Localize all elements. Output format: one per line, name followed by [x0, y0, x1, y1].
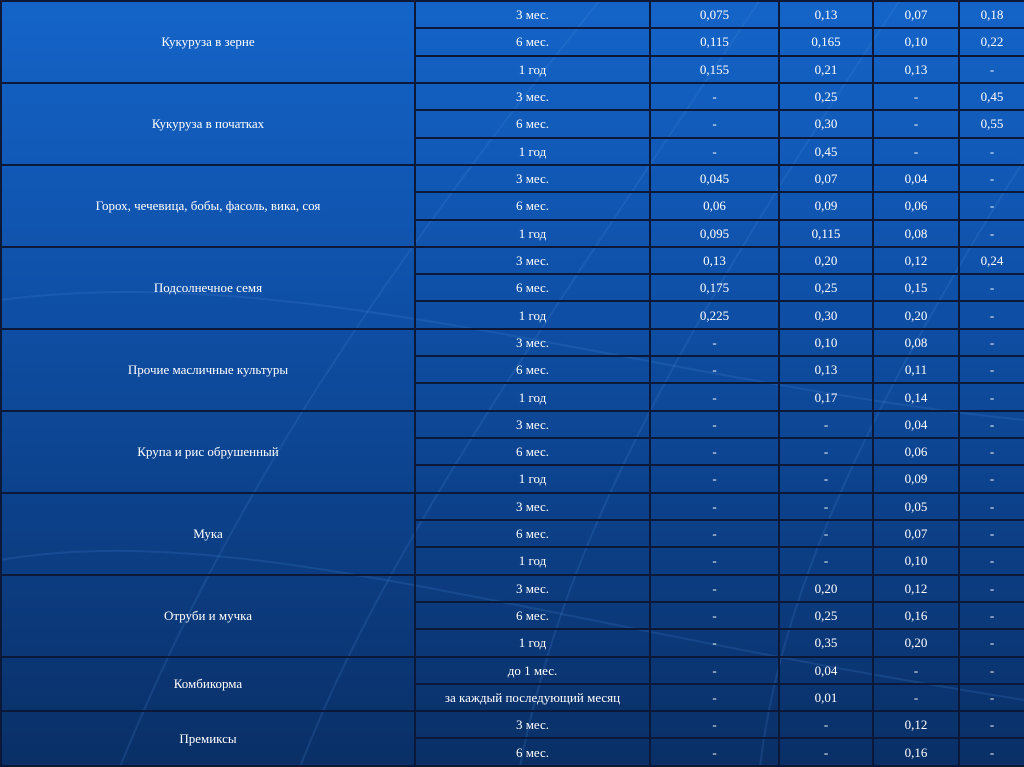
- loss-value-cell: -: [959, 329, 1024, 356]
- storage-period-cell: за каждый последующий месяц: [415, 684, 650, 711]
- loss-value-cell: -: [959, 629, 1024, 656]
- loss-value-cell: 0,01: [779, 684, 873, 711]
- loss-value-cell: 0,045: [650, 165, 779, 192]
- loss-value-cell: -: [959, 356, 1024, 383]
- loss-value-cell: -: [959, 465, 1024, 492]
- product-name-cell: Горох, чечевица, бобы, фасоль, вика, соя: [1, 165, 415, 247]
- loss-value-cell: -: [779, 493, 873, 520]
- loss-value-cell: -: [959, 547, 1024, 574]
- loss-value-cell: -: [650, 629, 779, 656]
- loss-value-cell: 0,115: [650, 28, 779, 55]
- loss-value-cell: 0,13: [779, 1, 873, 28]
- loss-value-cell: 0,04: [873, 411, 959, 438]
- storage-period-cell: 3 мес.: [415, 247, 650, 274]
- loss-value-cell: 0,18: [959, 1, 1024, 28]
- storage-period-cell: 3 мес.: [415, 329, 650, 356]
- loss-value-cell: 0,04: [779, 657, 873, 684]
- loss-value-cell: -: [650, 711, 779, 738]
- loss-value-cell: -: [873, 684, 959, 711]
- loss-value-cell: 0,13: [873, 56, 959, 83]
- storage-period-cell: 1 год: [415, 301, 650, 328]
- loss-value-cell: 0,12: [873, 711, 959, 738]
- storage-period-cell: 1 год: [415, 56, 650, 83]
- storage-period-cell: 6 мес.: [415, 274, 650, 301]
- loss-value-cell: -: [650, 520, 779, 547]
- loss-value-cell: 0,075: [650, 1, 779, 28]
- storage-period-cell: 1 год: [415, 547, 650, 574]
- loss-value-cell: -: [959, 575, 1024, 602]
- loss-value-cell: -: [779, 520, 873, 547]
- loss-value-cell: 0,13: [650, 247, 779, 274]
- storage-period-cell: 3 мес.: [415, 83, 650, 110]
- loss-value-cell: 0,175: [650, 274, 779, 301]
- loss-value-cell: -: [873, 138, 959, 165]
- loss-value-cell: -: [650, 383, 779, 410]
- loss-value-cell: 0,16: [873, 602, 959, 629]
- storage-period-cell: до 1 мес.: [415, 657, 650, 684]
- table-row: [1, 711, 1024, 738]
- storage-period-cell: 1 год: [415, 138, 650, 165]
- loss-value-cell: -: [959, 738, 1024, 766]
- loss-value-cell: -: [959, 684, 1024, 711]
- storage-period-cell: 3 мес.: [415, 165, 650, 192]
- table-row: [1, 657, 1024, 684]
- table-row: [1, 247, 1024, 274]
- loss-value-cell: 0,30: [779, 110, 873, 137]
- loss-value-cell: -: [959, 657, 1024, 684]
- loss-value-cell: -: [959, 520, 1024, 547]
- loss-value-cell: 0,16: [873, 738, 959, 766]
- loss-value-cell: 0,15: [873, 274, 959, 301]
- loss-value-cell: 0,06: [873, 438, 959, 465]
- loss-value-cell: -: [650, 138, 779, 165]
- loss-value-cell: 0,08: [873, 329, 959, 356]
- loss-value-cell: 0,07: [873, 520, 959, 547]
- loss-value-cell: 0,17: [779, 383, 873, 410]
- loss-value-cell: 0,21: [779, 56, 873, 83]
- storage-period-cell: 3 мес.: [415, 493, 650, 520]
- loss-value-cell: 0,20: [779, 575, 873, 602]
- loss-value-cell: -: [779, 738, 873, 766]
- loss-value-cell: 0,20: [873, 301, 959, 328]
- table-row: [1, 83, 1024, 110]
- table-row: [1, 329, 1024, 356]
- loss-value-cell: -: [873, 83, 959, 110]
- storage-period-cell: 1 год: [415, 629, 650, 656]
- loss-value-cell: 0,14: [873, 383, 959, 410]
- storage-period-cell: 3 мес.: [415, 711, 650, 738]
- loss-value-cell: 0,165: [779, 28, 873, 55]
- loss-value-cell: 0,05: [873, 493, 959, 520]
- loss-value-cell: 0,225: [650, 301, 779, 328]
- storage-period-cell: 6 мес.: [415, 110, 650, 137]
- loss-value-cell: -: [959, 138, 1024, 165]
- product-name-cell: Мука: [1, 493, 415, 575]
- loss-value-cell: -: [650, 547, 779, 574]
- loss-value-cell: -: [779, 465, 873, 492]
- product-name-cell: Крупа и рис обрушенный: [1, 411, 415, 493]
- loss-value-cell: 0,07: [873, 1, 959, 28]
- loss-value-cell: -: [959, 165, 1024, 192]
- storage-period-cell: 3 мес.: [415, 411, 650, 438]
- loss-value-cell: 0,22: [959, 28, 1024, 55]
- loss-value-cell: 0,06: [873, 192, 959, 219]
- loss-value-cell: -: [650, 83, 779, 110]
- loss-value-cell: 0,20: [779, 247, 873, 274]
- loss-value-cell: -: [959, 56, 1024, 83]
- table-row: [1, 493, 1024, 520]
- loss-value-cell: -: [650, 356, 779, 383]
- storage-period-cell: 6 мес.: [415, 520, 650, 547]
- loss-value-cell: 0,45: [959, 83, 1024, 110]
- loss-value-cell: -: [650, 411, 779, 438]
- loss-value-cell: -: [650, 110, 779, 137]
- loss-value-cell: 0,08: [873, 220, 959, 247]
- loss-value-cell: -: [650, 493, 779, 520]
- loss-value-cell: -: [650, 329, 779, 356]
- loss-value-cell: 0,07: [779, 165, 873, 192]
- loss-value-cell: 0,10: [873, 28, 959, 55]
- loss-value-cell: -: [873, 110, 959, 137]
- product-name-cell: Премиксы: [1, 711, 415, 766]
- loss-value-cell: -: [873, 657, 959, 684]
- storage-period-cell: 1 год: [415, 465, 650, 492]
- loss-value-cell: -: [650, 465, 779, 492]
- loss-value-cell: -: [779, 438, 873, 465]
- storage-period-cell: 3 мес.: [415, 1, 650, 28]
- loss-value-cell: 0,25: [779, 274, 873, 301]
- loss-value-cell: 0,45: [779, 138, 873, 165]
- loss-value-cell: -: [959, 411, 1024, 438]
- loss-value-cell: 0,09: [873, 465, 959, 492]
- loss-value-cell: 0,12: [873, 575, 959, 602]
- loss-value-cell: -: [959, 602, 1024, 629]
- loss-value-cell: 0,11: [873, 356, 959, 383]
- loss-value-cell: 0,06: [650, 192, 779, 219]
- loss-value-cell: 0,13: [779, 356, 873, 383]
- storage-period-cell: 6 мес.: [415, 192, 650, 219]
- storage-period-cell: 1 год: [415, 220, 650, 247]
- loss-value-cell: 0,10: [779, 329, 873, 356]
- storage-period-cell: 6 мес.: [415, 602, 650, 629]
- loss-value-cell: -: [959, 192, 1024, 219]
- product-name-cell: Кукуруза в зерне: [1, 1, 415, 83]
- loss-value-cell: 0,095: [650, 220, 779, 247]
- loss-value-cell: 0,115: [779, 220, 873, 247]
- product-name-cell: Прочие масличные культуры: [1, 329, 415, 411]
- table-row: [1, 165, 1024, 192]
- loss-value-cell: -: [959, 711, 1024, 738]
- loss-value-cell: -: [650, 657, 779, 684]
- loss-value-cell: -: [650, 684, 779, 711]
- loss-value-cell: -: [959, 301, 1024, 328]
- loss-value-cell: 0,25: [779, 83, 873, 110]
- loss-value-cell: -: [959, 274, 1024, 301]
- loss-value-cell: 0,04: [873, 165, 959, 192]
- storage-period-cell: 3 мес.: [415, 575, 650, 602]
- loss-value-cell: -: [959, 220, 1024, 247]
- loss-value-cell: -: [650, 738, 779, 766]
- loss-value-cell: 0,12: [873, 247, 959, 274]
- storage-period-cell: 6 мес.: [415, 356, 650, 383]
- loss-value-cell: -: [650, 575, 779, 602]
- storage-period-cell: 6 мес.: [415, 738, 650, 766]
- loss-value-cell: -: [650, 438, 779, 465]
- product-name-cell: Подсолнечное семя: [1, 247, 415, 329]
- loss-value-cell: 0,30: [779, 301, 873, 328]
- table-row: [1, 575, 1024, 602]
- product-name-cell: Комбикорма: [1, 657, 415, 712]
- loss-value-cell: 0,25: [779, 602, 873, 629]
- loss-value-cell: 0,09: [779, 192, 873, 219]
- loss-value-cell: 0,55: [959, 110, 1024, 137]
- table-row: [1, 1, 1024, 28]
- product-name-cell: Кукуруза в початках: [1, 83, 415, 165]
- table-row: [1, 411, 1024, 438]
- loss-value-cell: 0,35: [779, 629, 873, 656]
- loss-value-cell: 0,10: [873, 547, 959, 574]
- loss-value-cell: -: [779, 411, 873, 438]
- storage-period-cell: 1 год: [415, 383, 650, 410]
- loss-value-cell: -: [959, 383, 1024, 410]
- loss-value-cell: 0,155: [650, 56, 779, 83]
- loss-value-cell: -: [959, 493, 1024, 520]
- storage-period-cell: 6 мес.: [415, 438, 650, 465]
- loss-value-cell: 0,24: [959, 247, 1024, 274]
- loss-value-cell: 0,20: [873, 629, 959, 656]
- storage-period-cell: 6 мес.: [415, 28, 650, 55]
- loss-value-cell: -: [779, 711, 873, 738]
- loss-value-cell: -: [779, 547, 873, 574]
- table-body: [1, 1, 1024, 766]
- product-name-cell: Отруби и мучка: [1, 575, 415, 657]
- loss-value-cell: -: [959, 438, 1024, 465]
- loss-value-cell: -: [650, 602, 779, 629]
